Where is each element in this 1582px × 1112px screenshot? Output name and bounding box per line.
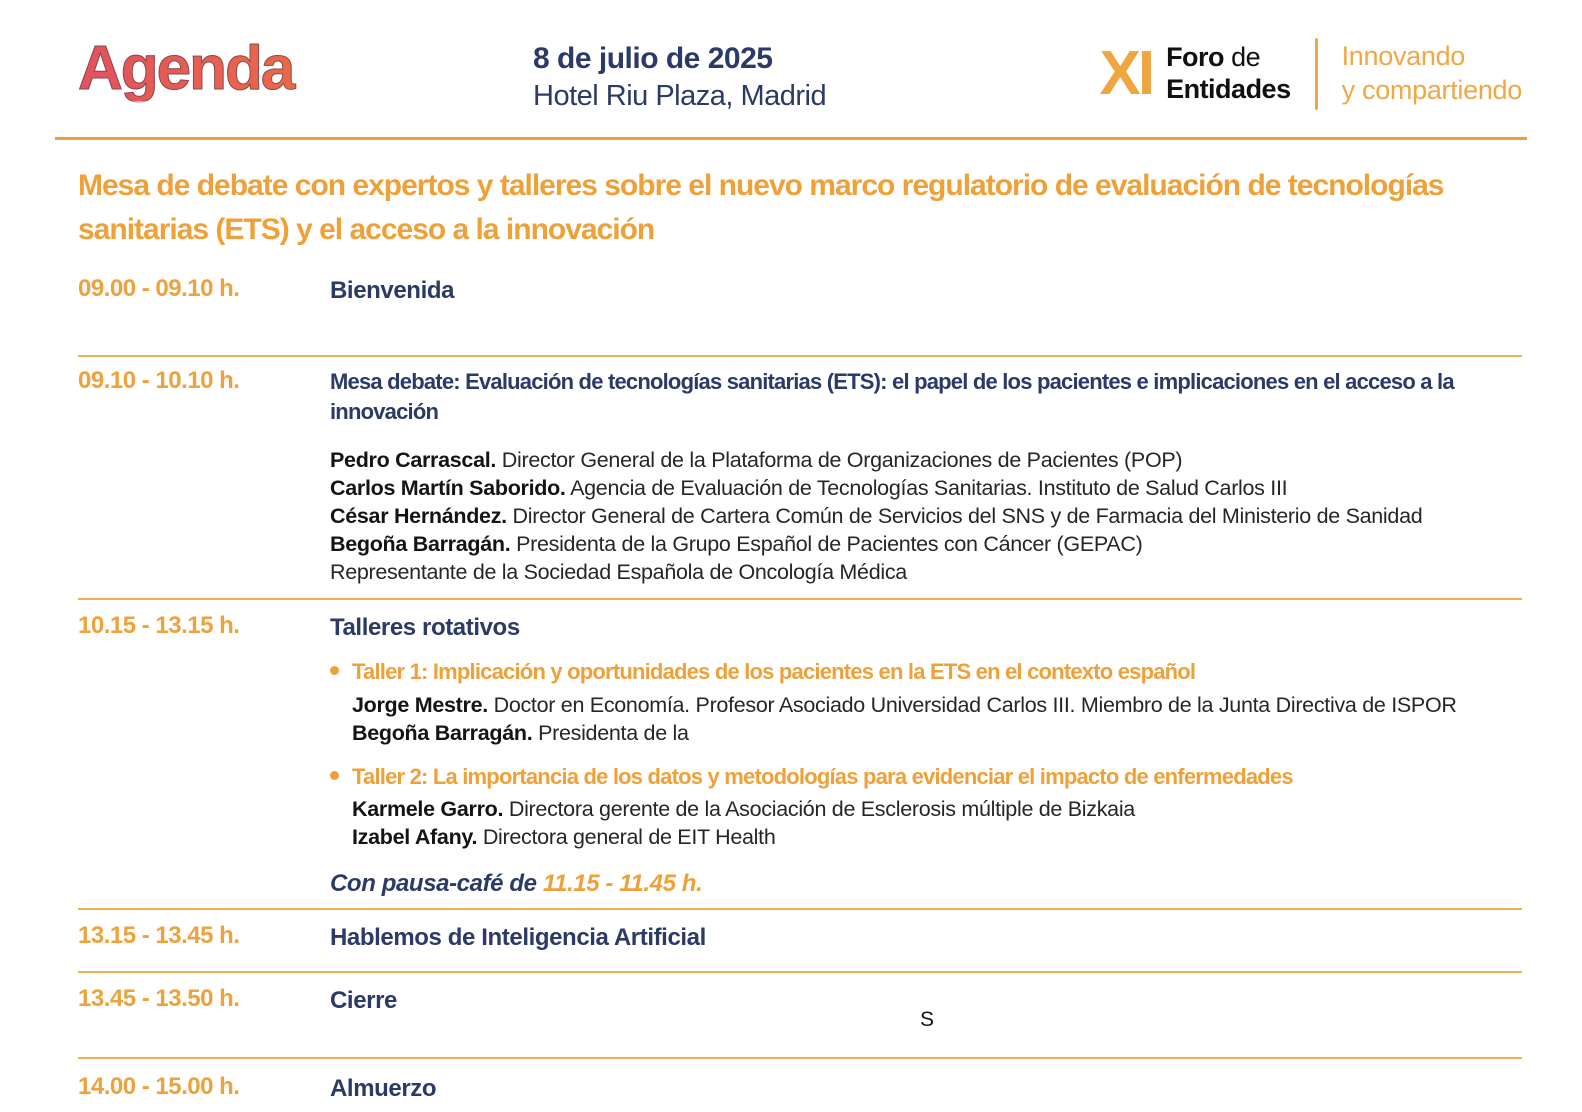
speaker-line: César Hernández. Director General de Cartera Común de Servicios del SNS y de Farmacia del Ministerio de Sanidad	[330, 503, 1423, 528]
row-title: Cierre	[330, 986, 397, 1014]
tagline-line2: y compartiendo	[1341, 75, 1522, 105]
row-title: Bienvenida	[330, 277, 455, 304]
speaker-list	[352, 692, 1522, 748]
tagline-line1: Innovando	[1341, 41, 1466, 72]
logo-name-entidades: Entidades	[1166, 74, 1291, 104]
speaker-line: Begoña Barragán. Presidenta de la Grupo Español de Pacientes con Cáncer (GEPAC)	[330, 531, 1143, 556]
schedule-row-talleres	[78, 598, 1522, 908]
speaker-line: Karmele Garro. Directora gerente de la Asociación de Esclerosis múltiple de Bizkaia	[352, 797, 1135, 822]
schedule-row-almuerzo	[78, 1057, 1522, 1112]
speaker-line: Begoña Barragán. Presidenta de la	[352, 720, 689, 745]
row-time: 13.15 - 13.45 h.	[78, 922, 240, 950]
schedule	[78, 267, 1522, 1112]
coffee-break-time: 11.15 - 11.45 h.	[542, 870, 703, 898]
stray-artifact-text: S	[920, 1008, 935, 1031]
header	[78, 36, 1522, 113]
row-time: 09.10 - 10.10 h.	[78, 367, 240, 395]
event-date: 8 de julio de 2025	[533, 42, 773, 75]
row-content	[330, 612, 1522, 898]
workshop-taller-2	[330, 762, 1522, 853]
logo-name-foro: Foro	[1166, 42, 1225, 73]
workshop-taller-1	[330, 657, 1522, 748]
logo-name	[1166, 42, 1291, 106]
agenda-wordmark: Agenda	[78, 36, 533, 101]
logo-divider-line	[1315, 38, 1318, 110]
header-rule	[55, 137, 1527, 140]
speaker-line: Izabel Afany. Directora general de EIT Health	[352, 825, 776, 850]
row-title: Almuerzo	[330, 1074, 437, 1102]
workshop-title: Taller 1: Implicación y oportunidades de los pacientes en la ETS en el contexto español	[330, 657, 1522, 688]
row-time: 13.45 - 13.50 h.	[78, 984, 240, 1012]
row-title: Mesa debate: Evaluación de tecnologías sanitarias (ETS): el papel de los pacientes e implicaciones en el acceso a la innovación	[330, 369, 1454, 425]
logo-numeral-xi: XI	[1099, 39, 1153, 108]
bullet-icon	[330, 666, 339, 675]
bullet-icon	[330, 771, 339, 780]
coffee-break-note: Con pausa-café de 11.15 - 11.45 h.	[330, 870, 703, 898]
row-title: Talleres rotativos	[330, 614, 520, 642]
logo-tagline	[1342, 40, 1522, 108]
event-main-title: Mesa de debate con expertos y talleres sobre el nuevo marco regulatorio de evaluación de tecnologías sanitarias (ETS) y el acceso a la innovación	[78, 169, 1444, 246]
logo-name-line2	[1166, 74, 1291, 106]
row-title: Hablemos de Inteligencia Artificial	[330, 924, 706, 952]
schedule-row-mesa-debate	[78, 355, 1522, 598]
logo-name-de: de	[1224, 42, 1261, 73]
schedule-row-cierre	[78, 971, 1522, 1057]
speaker-line: Jorge Mestre. Doctor en Economía. Profesor Asociado Universidad Carlos III. Miembro de la Junta Directiva de ISPOR	[352, 692, 1457, 717]
schedule-row-ia	[78, 908, 1522, 970]
event-venue: Hotel Riu Plaza, Madrid	[533, 80, 827, 112]
speaker-list	[330, 447, 1522, 587]
row-content	[330, 367, 1522, 586]
speaker-line: Representante de la Sociedad Española de Oncología Médica	[330, 559, 907, 584]
speaker-line: Carlos Martín Saborido. Agencia de Evaluación de Tecnologías Sanitarias. Instituto de Salud Carlos III	[330, 475, 1288, 500]
speaker-line: Pedro Carrascal. Director General de la Plataforma de Organizaciones de Pacientes (POP)	[330, 447, 1183, 472]
row-time: 09.00 - 09.10 h.	[78, 275, 240, 302]
logo-name-line1	[1166, 42, 1291, 74]
workshop-title: Taller 2: La importancia de los datos y metodologías para evidenciar el impacto de enfermedades	[330, 762, 1522, 793]
row-time: 10.15 - 13.15 h.	[78, 612, 240, 640]
event-meta	[533, 36, 863, 113]
speaker-list	[352, 796, 1522, 852]
row-time: 14.00 - 15.00 h.	[78, 1072, 240, 1100]
foro-entidades-logo	[1099, 36, 1522, 110]
schedule-row-bienvenida	[78, 267, 1522, 355]
